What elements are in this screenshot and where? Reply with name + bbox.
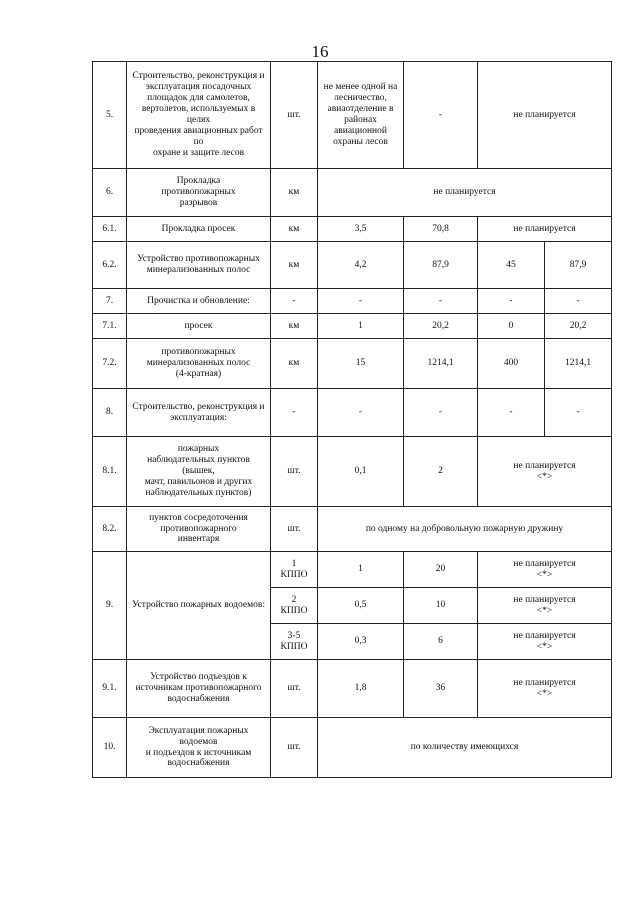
unit-cell: шт.	[271, 660, 318, 718]
value-cell: 36	[404, 660, 478, 718]
measure-name: Эксплуатация пожарных водоемов и подъездов к источникам водоснабжения	[127, 718, 271, 778]
value-cell: -	[545, 289, 612, 314]
value-cell: 400	[478, 339, 545, 389]
table-row	[93, 718, 612, 778]
row-number: 6.2.	[93, 242, 127, 289]
measure-name: Строительство, реконструкция и эксплуатация:	[127, 389, 271, 437]
value-cell: не планируется <*>	[478, 437, 612, 507]
measure-name: просек	[127, 314, 271, 339]
value-cell: не планируется <*>	[478, 588, 612, 624]
measure-name: Устройство подъездов к источникам противопожарного водоснабжения	[127, 660, 271, 718]
measure-name: противопожарных минерализованных полос (4-кратная)	[127, 339, 271, 389]
measure-name: Прокладка противопожарных разрывов	[127, 169, 271, 217]
value-cell: 20,2	[545, 314, 612, 339]
value-cell: 1214,1	[404, 339, 478, 389]
row-number: 9.	[93, 552, 127, 660]
unit-cell: шт.	[271, 507, 318, 552]
table-row	[93, 242, 612, 289]
unit-cell: 2 КППО	[271, 588, 318, 624]
value-cell: -	[478, 289, 545, 314]
row-number: 5.	[93, 62, 127, 169]
measure-name: Прочистка и обновление:	[127, 289, 271, 314]
value-cell: не планируется <*>	[478, 624, 612, 660]
row-number: 7.2.	[93, 339, 127, 389]
unit-cell: шт.	[271, 437, 318, 507]
table-row	[93, 389, 612, 437]
table-row	[93, 437, 612, 507]
measure-name: Прокладка просек	[127, 217, 271, 242]
row-number: 6.	[93, 169, 127, 217]
value-cell: 4,2	[318, 242, 404, 289]
unit-cell: -	[271, 289, 318, 314]
value-cell: не менее одной на лесничество, авиаотделение в районах авиационной охраны лесов	[318, 62, 404, 169]
unit-cell: км	[271, 339, 318, 389]
value-cell: -	[545, 389, 612, 437]
unit-cell: км	[271, 217, 318, 242]
row-number: 8.	[93, 389, 127, 437]
value-cell: 0,3	[318, 624, 404, 660]
value-cell: -	[318, 389, 404, 437]
unit-cell: 1 КППО	[271, 552, 318, 588]
page-number: 16	[311, 42, 329, 61]
row-number: 10.	[93, 718, 127, 778]
table-row	[93, 339, 612, 389]
value-cell: 20,2	[404, 314, 478, 339]
value-cell: 1	[318, 314, 404, 339]
row-number: 8.1.	[93, 437, 127, 507]
measure-name: Устройство пожарных водоемов:	[127, 552, 271, 660]
unit-cell: км	[271, 314, 318, 339]
value-cell: -	[318, 289, 404, 314]
value-cell: -	[404, 62, 478, 169]
measure-name: пунктов сосредоточения противопожарного инвентаря	[127, 507, 271, 552]
unit-cell: -	[271, 389, 318, 437]
value-cell: 70,8	[404, 217, 478, 242]
value-cell: 15	[318, 339, 404, 389]
value-cell: -	[478, 389, 545, 437]
value-cell: 1214,1	[545, 339, 612, 389]
merged-value-cell: не планируется	[318, 169, 612, 217]
row-number: 7.1.	[93, 314, 127, 339]
value-cell: -	[404, 289, 478, 314]
row-number: 7.	[93, 289, 127, 314]
measure-name: Строительство, реконструкция и эксплуатация посадочных площадок для самолетов, вертолетов, используемых в целях проведения авиационных работ по охране и защите лесов	[127, 62, 271, 169]
table-row	[93, 62, 612, 169]
value-cell: 2	[404, 437, 478, 507]
value-cell: 1,8	[318, 660, 404, 718]
table-row	[93, 660, 612, 718]
value-cell: не планируется <*>	[478, 552, 612, 588]
table-row	[93, 169, 612, 217]
merged-value-cell: по количеству имеющихся	[318, 718, 612, 778]
unit-cell: 3-5 КППО	[271, 624, 318, 660]
table-row	[93, 507, 612, 552]
row-number: 9.1.	[93, 660, 127, 718]
value-cell: 87,9	[404, 242, 478, 289]
table-row	[93, 217, 612, 242]
value-cell: 1	[318, 552, 404, 588]
table-row	[93, 552, 612, 588]
unit-cell: км	[271, 169, 318, 217]
value-cell: 45	[478, 242, 545, 289]
unit-cell: шт.	[271, 62, 318, 169]
merged-value-cell: по одному на добровольную пожарную дружину	[318, 507, 612, 552]
value-cell: 10	[404, 588, 478, 624]
table-row	[93, 289, 612, 314]
value-cell: 20	[404, 552, 478, 588]
measure-name: пожарных наблюдательных пунктов (вышек, мачт, павильонов и других наблюдательных пунктов)	[127, 437, 271, 507]
value-cell: 3,5	[318, 217, 404, 242]
value-cell: -	[404, 389, 478, 437]
unit-cell: шт.	[271, 718, 318, 778]
value-cell: 0,1	[318, 437, 404, 507]
value-cell: 0	[478, 314, 545, 339]
value-cell: не планируется	[478, 62, 612, 169]
measure-name: Устройство противопожарных минерализованных полос	[127, 242, 271, 289]
value-cell: не планируется	[478, 217, 612, 242]
value-cell: 0,5	[318, 588, 404, 624]
row-number: 6.1.	[93, 217, 127, 242]
fire-prevention-measures-table	[92, 61, 612, 778]
value-cell: не планируется <*>	[478, 660, 612, 718]
value-cell: 87,9	[545, 242, 612, 289]
table-row	[93, 314, 612, 339]
value-cell: 6	[404, 624, 478, 660]
unit-cell: км	[271, 242, 318, 289]
row-number: 8.2.	[93, 507, 127, 552]
